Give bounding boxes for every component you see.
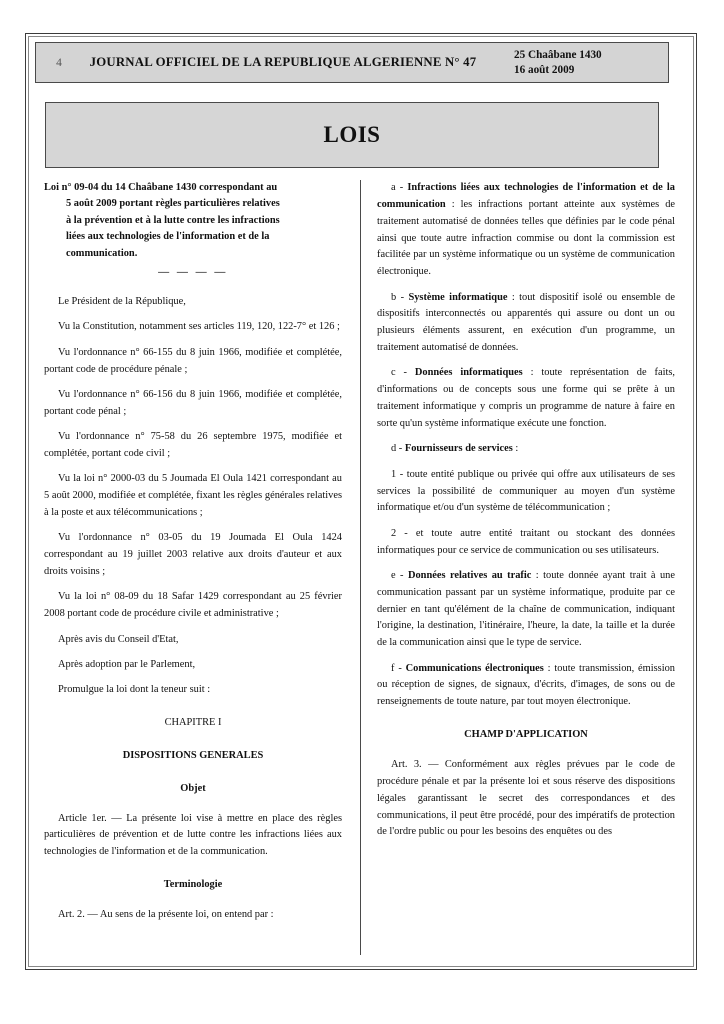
definition-d-term: Fournisseurs de services bbox=[404, 443, 513, 455]
document-page bbox=[25, 33, 697, 970]
definition-d-body: : bbox=[512, 443, 519, 455]
definition-f-term: Communications électroniques bbox=[405, 662, 544, 674]
left-column bbox=[44, 180, 354, 955]
definition-d-item-2: 2 - et toute autre entité traitant ou stockant des données informatiques pour ce service de communication ou ses utilisateurs. bbox=[377, 527, 675, 556]
paragraph-apres-adoption: Après adoption par le Parlement, bbox=[58, 658, 196, 670]
page-number: 4 bbox=[56, 56, 62, 69]
definition-d-marker: d - bbox=[391, 443, 405, 455]
paragraph-vu-03-05: Vu l'ordonnance n° 03-05 du 19 Joumada El Oula 1424 correspondant au 19 juillet 2003 relative aux droits d'auteur et aux droits voisins ; bbox=[44, 532, 342, 577]
law-title-line-2: 5 août 2009 portant règles particulières relatives bbox=[66, 198, 280, 210]
right-column bbox=[375, 180, 675, 955]
definition-b-body: : tout dispositif isolé ou ensemble de dispositifs interconnectés ou apparentés qui assure ou dont un ou plusieurs éléments assurent, en exécution d'un programme, un traitement automatisé de données. bbox=[377, 291, 675, 354]
definition-b bbox=[377, 290, 675, 357]
definition-e-body: : toute donnée ayant trait à une communication passant par un système informatique, produite par ce dernier en tant qu'élément de la chaîne de communication, indiquant l'origine, la destination, l'itinéraire, l'heure, la date, la taille et la durée de la communication ainsi que le type de service. bbox=[377, 569, 675, 649]
paragraph-vu-75-58: Vu l'ordonnance n° 75-58 du 26 septembre 1975, modifiée et complétée, portant code civil ; bbox=[44, 431, 342, 459]
law-title-line-5: communication. bbox=[66, 247, 138, 259]
paragraph-vu-08-09: Vu la loi n° 08-09 du 18 Safar 1429 correspondant au 25 février 2008 portant code de procédure civile et administrative ; bbox=[44, 591, 342, 620]
date-gregorian: 16 août 2009 bbox=[514, 63, 575, 76]
definition-e-term: Données relatives au trafic bbox=[407, 569, 532, 581]
paragraph-vu-2000-03: Vu la loi n° 2000-03 du 5 Joumada El Oula 1421 correspondant au 5 août 2000, modifiée et complétée, fixant les règles générales relatives à la poste et aux télécommunications ; bbox=[44, 473, 342, 518]
page-header-bar bbox=[35, 42, 669, 83]
objet-heading: Objet bbox=[180, 782, 206, 794]
article-1: Article 1er. — La présente loi vise à mettre en place des règles particulières de prévention et de lutte contre les infractions liées aux technologies de l'information et de la communication. bbox=[44, 812, 342, 858]
article-3: Art. 3. — Conformément aux règles prévues par le code de procédure pénale et par la présente loi et sous réserve des dispositions légales garantissant le secret des correspondances et des communications, il peut être procédé, pour des impératifs de protection de l'ordre public ou pour les besoins des enquêtes ou des bbox=[377, 758, 675, 838]
chapter-subheading: DISPOSITIONS GENERALES bbox=[122, 749, 264, 761]
section-banner bbox=[45, 102, 659, 168]
champ-application-heading: CHAMP D'APPLICATION bbox=[464, 729, 588, 741]
law-title-line-4: liées aux technologies de l'information et de la bbox=[66, 231, 270, 243]
definition-b-term: Système informatique bbox=[408, 291, 508, 303]
definition-a-body: : les infractions portant atteinte aux systèmes de traitement automatisé de données telles que définies par le code pénal ainsi que toute autre infraction commise ou dont la commission est facilitée par un système informatique ou un système de communication électronique. bbox=[377, 198, 675, 278]
definition-e bbox=[377, 568, 675, 652]
paragraph-vu-66-156: Vu l'ordonnance n° 66-156 du 8 juin 1966, modifiée et complétée, portant code pénal ; bbox=[44, 388, 342, 417]
law-title bbox=[44, 180, 342, 262]
definition-a-marker: a - bbox=[391, 182, 408, 193]
paragraph-vu-66-155: Vu l'ordonnance n° 66-155 du 8 juin 1966, modifiée et complétée, portant code de procédure pénale ; bbox=[44, 346, 342, 375]
definition-c-marker: c - bbox=[391, 367, 415, 379]
definition-c-body: : toute représentation de faits, d'informations ou de concepts sous une forme qui se prête à un traitement informatique y compris un programme de nature à faire en sorte qu'un système informatique exécute une fonction. bbox=[377, 367, 675, 429]
header-date bbox=[514, 48, 668, 78]
definition-f-body: : toute transmission, émission ou réception de signes, de signaux, d'écrits, d'images, de sons ou de renseignements de toute nature, par tout moyen électronique. bbox=[377, 662, 675, 708]
definition-c-term: Données informatiques bbox=[414, 367, 523, 379]
definition-d bbox=[377, 441, 675, 458]
definition-d-item-1: 1 - toute entité publique ou privée qui offre aux utilisateurs de ses services la possibilité de communiquer au moyen d'un système informatique et/ou d'un système de télécommunication ; bbox=[377, 468, 675, 514]
definition-a-term: Infractions liées aux technologies de l'information et de la communication bbox=[377, 182, 675, 210]
paragraph-vu-constitution: Vu la Constitution, notamment ses articles 119, 120, 122-7° et 126 ; bbox=[58, 321, 340, 333]
definition-c bbox=[377, 365, 675, 432]
paragraph-promulgue: Promulgue la loi dont la teneur suit : bbox=[58, 684, 211, 696]
paragraph-apres-avis: Après avis du Conseil d'Etat, bbox=[58, 633, 179, 645]
column-divider bbox=[360, 180, 361, 955]
section-banner-label: LOIS bbox=[323, 122, 381, 147]
definition-b-marker: b - bbox=[391, 291, 409, 303]
definition-e-marker: e - bbox=[391, 569, 408, 581]
law-title-line-3: à la prévention et à la lutte contre les infractions bbox=[66, 214, 280, 226]
law-title-line-1: Loi n° 09-04 du 14 Chaâbane 1430 correspondant au bbox=[44, 182, 278, 193]
date-hijri: 25 Chaâbane 1430 bbox=[514, 48, 602, 61]
article-2: Art. 2. — Au sens de la présente loi, on entend par : bbox=[58, 908, 274, 920]
definition-f bbox=[377, 661, 675, 712]
journal-title: JOURNAL OFFICIEL DE LA REPUBLIQUE ALGERIENNE N° 47 bbox=[89, 55, 477, 69]
terminologie-heading: Terminologie bbox=[163, 879, 223, 891]
definition-a bbox=[377, 180, 675, 281]
column-container bbox=[44, 180, 682, 955]
title-separator: — — — — bbox=[158, 266, 228, 279]
chapter-heading: CHAPITRE I bbox=[164, 717, 222, 729]
definition-f-marker: f - bbox=[391, 662, 406, 674]
paragraph-president: Le Président de la République, bbox=[58, 296, 186, 307]
